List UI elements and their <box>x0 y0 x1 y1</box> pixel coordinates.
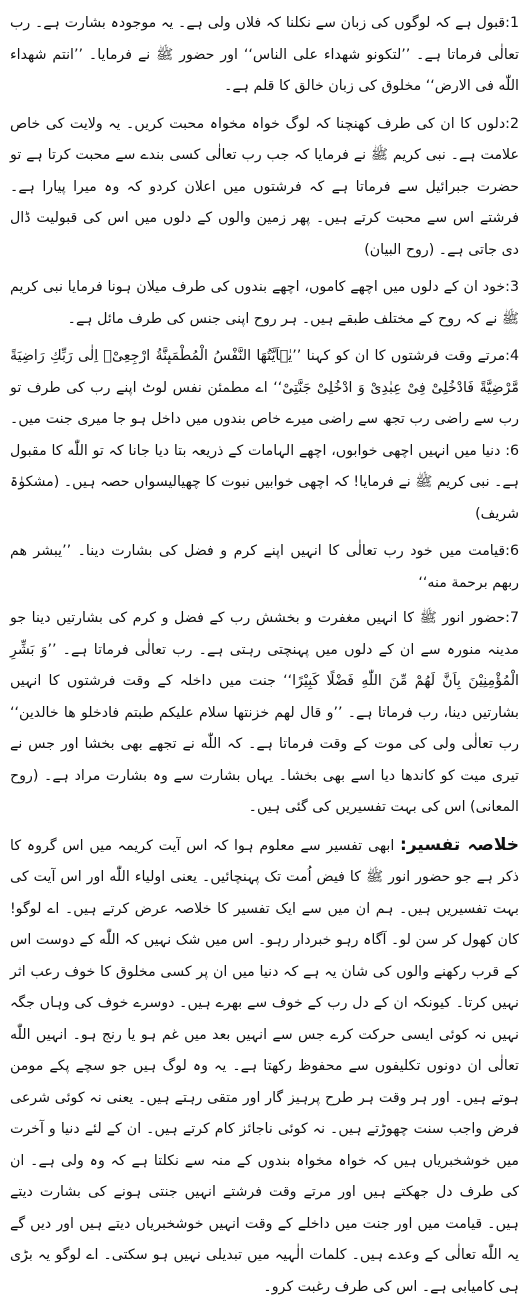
paragraph-4-text: 4:مرتے وقت فرشتوں کا ان کو کہنا ’’یٰۤاَیَّتُهَا النَّفْسُ الْمُطْمَىٕنَّةُ ارْجِعِیْۤ اِلٰى رَبِّكِ رَاضِیَةً مَّرْضِیَّةً فَادْخُلِیْ فِیْ عِبٰدِیْ وَ ادْخُلِیْ جَنَّتِیْ‘‘ اے مطمئن نفس لوٹ اپنے رب کی طرف تو رب سے راضی رب تجھ سے راضی میرے خاص بندوں میں داخل ہو جا میری جنت میں۔ 6: دنیا میں انہیں اچھی خوابوں، اچھے الہامات کے ذریعہ بتا دیا جانا کہ تو اللّٰه کا مقبول ہے۔ نبی کریم ﷺ نے فرمایا! کہ اچھی خوابیں نبوت کا چھیالیسواں حصہ ہیں۔ <box>10 348 519 490</box>
paragraph-1-text: 1:قبول ہے کہ لوگوں کی زبان سے نکلنا کہ فلاں ولی ہے۔ یہ موجودہ بشارت ہے۔ رب تعالٰی فرماتا ہے۔ ’’لتکونو شهداء علی الناس‘‘ اور حضور ﷺ نے فرمایا۔ ’’انتم شهداء اللّٰه فی الارض‘‘ مخلوق کی زبان خالق کا قلم ہے۔ <box>10 15 519 94</box>
paragraph-1 <box>10 8 519 103</box>
paragraph-4 <box>10 341 519 530</box>
summary-heading: خلاصہ تفسیر: <box>400 835 519 855</box>
paragraph-3-text: 3:خود ان کے دلوں میں اچھے کاموں، اچھے بندوں کی طرف میلان ہونا فرمایا نبی کریم ﷺ نے کہ روح کے مختلف طبقے ہیں۔ ہر روح اپنی جنس کی طرف مائل ہے۔ <box>10 279 519 327</box>
paragraph-3 <box>10 272 519 335</box>
paragraph-2-text: 2:دلوں کا ان کی طرف کھنچنا کہ لوگ خواہ مخواہ محبت کریں۔ یہ ولایت کی خاص علامت ہے۔ نبی کریم ﷺ نے فرمایا کہ جب رب تعالٰی کسی بندے سے محبت کرتا ہے تو حضرت جبرائیل سے فرماتا ہے کہ فرشتوں میں اعلان کردو کہ وہ میرا پیارا ہے۔ فرشتے اس سے محبت کرتے ہیں۔ پھر زمین والوں کے دلوں میں اس کی قبولیت ڈال دی جاتی ہے۔ <box>10 116 519 258</box>
summary-paragraph <box>10 830 519 1303</box>
paragraph-4-reference: (مشکوٰۃ شریف) <box>10 474 519 522</box>
paragraph-6-text: 6:قیامت میں خود رب تعالٰی کا انہیں اپنے کرم و فضل کی بشارت دینا۔ ’’یبشر هم ربهم برحمة منه‘‘ <box>10 543 519 591</box>
paragraph-7 <box>10 603 519 824</box>
summary-text: ابھی تفسیر سے معلوم ہوا کہ اس آیت کریمہ میں اس گروہ کا ذکر ہے جو حضور انور ﷺ کا فیض اُمت تک پہنچائیں۔ یعنی اولیاء اللّٰه اور اس آیت کی بہت تفسیریں ہیں۔ ہم ان میں سے ایک تفسیر کا خلاصہ عرض کرتے ہیں۔ اے لوگو! کان کھول کر سن لو۔ آگاہ رہو خبردار رہو۔ اس میں شک نہیں کہ اللّٰه کے دوست اس کے قرب رکھنے والوں کی شان یہ ہے کہ دنیا میں ان پر کسی مخلوق کا خوف رعب اثر نہیں کرتا۔ کیونکہ ان کے دل رب کے خوف سے بھرے ہیں۔ دوسرے خوف کی وہاں جگہ نہیں نہ کوئی ایسی حرکت کرے جس سے انہیں بعد میں غم ہو یا رنج ہو۔ انہیں اللّٰه تعالٰی ان دونوں تکلیفوں سے محفوظ رکھتا ہے۔ یہ وہ لوگ ہیں جو سچے پکے مومن ہوتے ہیں۔ اور ہر وقت ہر طرح پرہیز گار اور متقی رہتے ہیں۔ یعنی نہ کوئی شرعی فرض واجب سنت چھوڑتے ہیں۔ نہ کوئی ناجائز کام کرتے ہیں۔ ان کے لئے دنیا و آخرت میں خوشخبریاں ہیں کہ خواہ مخواہ بندوں کے منہ سے نکلتا ہے کہ وہ ولی ہے۔ ان کی طرف دل جھکتے ہیں اور مرتے وقت فرشتے انہیں جنتی ہونے کی بشارت دیتے ہیں۔ قیامت میں اور جنت میں داخلے کے وقت انہیں خوشخبریاں دیتے ہیں اور دیں گے یہ اللّٰه تعالٰی کے وعدے ہیں۔ کلمات الٰہیہ میں تبدیلی نہیں ہو سکتی۔ اے لوگو یہ بڑی ہی کامیابی ہے۔ اس کی طرف رغبت کرو۔ <box>10 838 519 1295</box>
paragraph-6 <box>10 536 519 599</box>
paragraph-7-text: 7:حضور انور ﷺ کا انہیں مغفرت و بخشش رب کے فضل و کرم کی بشارتیں دینا جو مدینہ منورہ سے ان کے دلوں میں پہنچتی رہتی ہے۔ رب تعالٰی فرماتا ہے۔ ’’وَ بَشِّرِ الْمُؤْمِنِیْنَ بِاَنَّ لَهُمْ مِّنَ اللّٰهِ فَضْلًا كَبِیْرًا‘‘ جنت میں داخلہ کے وقت فرشتوں کا انہیں بشارتیں دینا، رب فرماتا ہے۔ ’’و قال لهم خزنتها سلام علیکم طبتم فادخلو ها خالدین‘‘ رب تعالٰی ولی کی موت کے وقت فرماتا ہے۔ کہ اللّٰه نے تجھے بھی بخشا اور جس نے تیری میت کو کاندھا دیا اسے بھی بخشا۔ یہاں بشارت سے وہ بشارت مراد ہے۔ (روح المعانی) اس کی بہت تفسیریں کی گئی ہیں۔ <box>10 610 519 815</box>
paragraph-2 <box>10 109 519 267</box>
paragraph-2-reference: (روح البیان) <box>364 242 434 258</box>
